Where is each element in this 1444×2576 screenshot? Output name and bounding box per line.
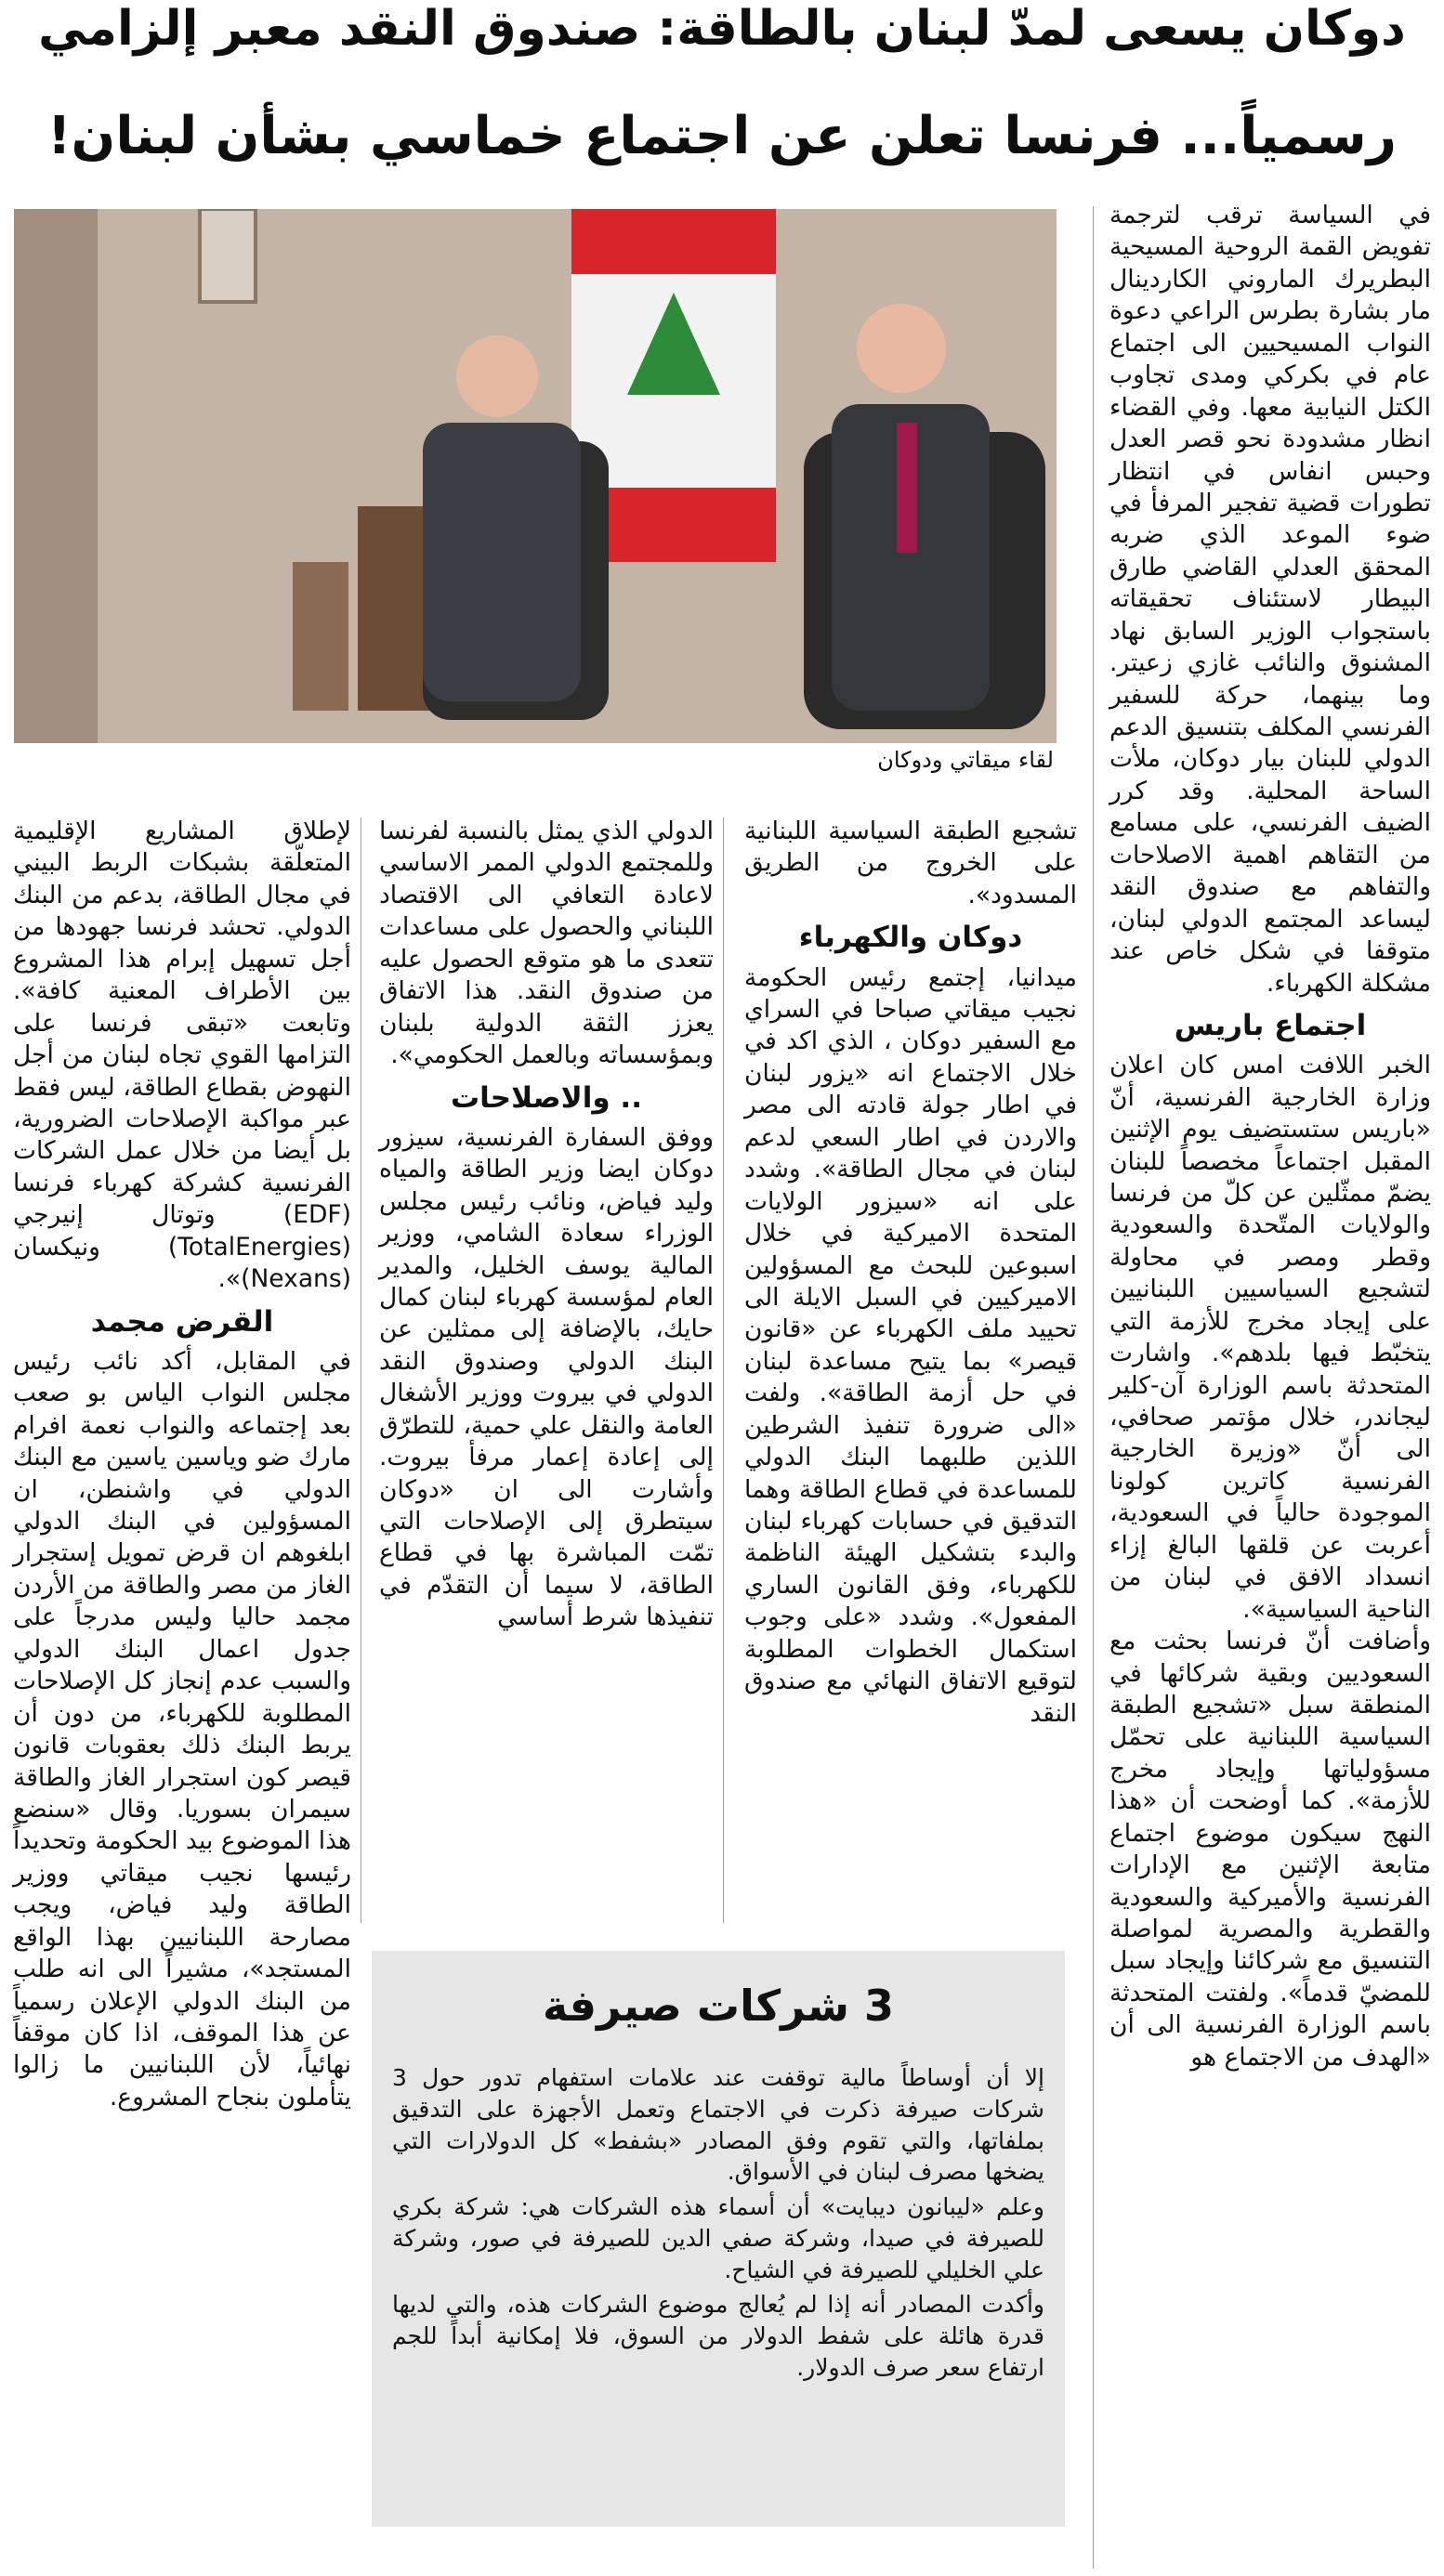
paragraph: وعلم «ليبانون ديبايت» أن أسماء هذه الشركات هي: شركة بكري للصيرفة في صيدا، وشركة صفي الدين للصيرفة في صور، وشركة علي الخليلي للصيرفة في الشياح. bbox=[392, 2193, 1044, 2283]
column-divider bbox=[1093, 206, 1094, 2569]
paragraph: تشجيع الطبقة السياسية اللبنانية على الخروج من الطريق المسدود». bbox=[744, 817, 1077, 909]
paragraph: في المقابل، أكد نائب رئيس مجلس النواب الياس بو صعب بعد إجتماعه والنواب نعمة افرام مارك ضو وياسين ياسين مع البنك الدولي في واشنطن، ان المسؤولين في البنك الدولي ابلغوهم ان قرض تمويل إستجرار الغاز من مصر والطاقة من الأردن مجمد حاليا وليس مدرجاً على جدول اعمال البنك الدولي والسبب عدم إنجاز كل الإصلاحات المطلوبة للكهرباء، من دون أن يربط البنك ذلك بعقوبات قانون قيصر كون استجرار الغاز والطاقة سيمران بسوريا. وقال «سنضع هذا الموضوع بيد الحكومة وتحديداً رئيسها نجيب ميقاتي ووزير الطاقة وليد فياض، ويجب مصارحة اللبنانيين بهذا الواقع المستجد»، مشيراً الى انه طلب من البنك الدولي الإعلان رسمياً عن هذا الموقف، اذا كان موقفاً نهائياً، لأن اللبنانيين ما زالوا يتأملون بنجاح المشروع. bbox=[13, 1346, 351, 2112]
flag-red-top bbox=[571, 209, 776, 274]
column-divider bbox=[723, 817, 724, 1923]
news-photo bbox=[14, 209, 1057, 743]
column-right bbox=[1109, 200, 1431, 2572]
wall-frame bbox=[200, 209, 256, 302]
paragraph: لإطلاق المشاريع الإقليمية المتعلّقة بشبكات الربط البيني في مجال الطاقة، بدعم من البنك الدولي. تحشد فرنسا جهودها من أجل تسهيل إبرام هذا المشروع بين الأطراف المعنية كافة». وتابعت «تبقى فرنسا على التزامها القوي تجاه لبنان من أجل النهوض بقطاع الطاقة، ليس فقط عبر مواكبة الإصلاحات الضرورية، بل أيضا من خلال عمل الشركات الفرنسية كشركة كهرباء فرنسا (EDF) وتوتال إنيرجي (TotalEnergies) ونيكسان (Nexans)». bbox=[13, 817, 351, 1294]
sidebar-body bbox=[392, 2062, 1044, 2387]
paragraph: ميدانيا، إجتمع رئيس الحكومة نجيب ميقاتي صباحا في السراي مع السفير دوكان ، الذي اكد في خلال الاجتماع انه «يزور لبنان في اطار جولة قادته الى مصر والاردن في اطار السعي لدعم لبنان في مجال الطاقة». وشدد على انه «سيزور الولايات المتحدة الاميركية في خلال اسبوعين للبحث مع المسؤولين الاميركيين في السبل الايلة الى تحييد ملف الكهرباء عن «قانون قيصر» بما يتيح مساعدة لبنان في حل أزمة الطاقة». ولفت «الى ضرورة تنفيذ الشرطين اللذين طلبهما البنك الدولي للمساعدة في قطاع الطاقة وهما التدقيق في حسابات كهرباء لبنان والبدء بتشكيل الهيئة الناظمة للكهرباء، وفق القانون الساري المفعول». وشدد «على وجوب استكمال الخطوات المطلوبة لتوقيع الاتفاق النهائي مع صندوق النقد bbox=[744, 962, 1077, 1728]
subheading-frozen-loan: القرض مجمد bbox=[90, 1304, 274, 1339]
paragraph: في السياسة ترقب لترجمة تفويض القمة الروحية المسيحية البطريرك الماروني الكاردينال مار بشارة بطرس الراعي دعوة النواب المسيحيين الى اجتماع عام في بكركي ومدى تجاوب الكتل النيابية معها. وفي القضاء انظار مشدودة نحو قصر العدل وحبس انفاس في انتظار تطورات قضية تفجير المرفأ في ضوء الموعد الذي ضربه المحقق العدلي القاضي طارق البيطار لاستئناف تحقيقاته باستجواب الوزير السابق نهاد المشنوق والنائب غازي زعيتر. وما بينهما، حركة للسفير الفرنسي المكلف بتنسيق الدعم الدولي للبنان بيار دوكان، ملأت الساحة المحلية. وقد كرر الضيف الفرنسي، على مسامع من التقاهم اهمية الاصلاحات والتفاهم مع صندوق النقد ليساعد المجتمع الدولي لبنان، متوقفا في شكل خاص عند مشكلة الكهرباء. bbox=[1109, 201, 1431, 998]
sidebar-title: 3 شركات صيرفة bbox=[542, 1981, 894, 2031]
paragraph: وأضافت أنّ فرنسا بحثت مع السعوديين وبقية شركائها في المنطقة سبل «تشجيع الطبقة السياسية اللبنانية على تحمّل مسؤولياتها وإيجاد مخرج للأزمة». كما أوضحت أن «هذا النهج سيكون موضوع اجتماع متابعة الإثنين مع الإدارات الفرنسية والأميركية والسعودية والقطرية والمصرية لمواصلة التنسيق مع شركائنا وإيجاد سبل للمضيّ قدماً». ولفتت المتحدثة باسم الوزارة الفرنسية الى أن «الهدف من الاجتماع هو bbox=[1109, 1627, 1431, 2072]
subheading-paris-meeting: اجتماع باريس bbox=[1174, 1008, 1367, 1042]
column-middle bbox=[379, 816, 714, 1921]
subheading-ducan-electricity: دوكان والكهرباء bbox=[798, 921, 1023, 955]
photo-left-wall bbox=[14, 209, 98, 743]
column-center bbox=[744, 816, 1077, 1921]
meeting-photo-illustration bbox=[14, 209, 1057, 743]
subheading-reforms: .. والاصلاحات bbox=[451, 1080, 642, 1115]
paragraph: الخبر اللافت امس كان اعلان وزارة الخارجية الفرنسية، أنّ «باريس ستستضيف يوم الإثنين المقبل اجتماعاً مخصصاً للبنان يضمّ ممثّلين عن كلّ من فرنسا والولايات المتّحدة والسعودية وقطر ومصر في محاولة لتشجيع السياسيين اللبنانيين على إيجاد مخرج للأزمة التي يتخبّط فيها بلدهم». واشارت المتحدثة باسم الوزارة آن-كلير ليجاندر، خلال مؤتمر صحافي، الى أنّ «وزيرة الخارجية الفرنسية كاترين كولونا الموجودة حالياً في السعودية، أعربت عن قلقها البالغ إزاء انسداد الافق في لبنان من الناحية السياسية». bbox=[1109, 1051, 1431, 1624]
paragraph: الدولي الذي يمثل بالنسبة لفرنسا وللمجتمع الدولي الممر الاساسي لاعادة التعافي الى الاقتصاد اللبناني والحصول على مساعدات تتعدى ما هو متوقع الحصول عليه من صندوق النقد. هذا الاتفاق يعزز الثقة الدولية بلبنان وبمؤسساته وبالعمل الحكومي». bbox=[379, 817, 714, 1070]
person-left-head bbox=[456, 335, 538, 417]
headline-line-2: رسمياً... فرنسا تعلن عن اجتماع خماسي بشأن لبنان! bbox=[47, 106, 1397, 166]
column-left bbox=[13, 816, 351, 2572]
paragraph: إلا أن أوساطاً مالية توقفت عند علامات استفهام تدور حول 3 شركات صيرفة ذكرت في الاجتماع وتعمل الأجهزة على التدقيق بملفاتها، والتي تقوم وفق المصادر «بشفط» كل الدولارات التي يضخها مصرف لبنان في الأسواق. bbox=[392, 2064, 1044, 2186]
person-left-body bbox=[423, 423, 581, 701]
paragraph: ووفق السفارة الفرنسية، سيزور دوكان ايضا وزير الطاقة والمياه وليد فياض، ونائب رئيس مجلس الوزراء سعادة الشامي، ووزير المالية يوسف الخليل، والمدير العام لمؤسسة كهرباء لبنان كمال حايك، بالإضافة إلى ممثلين عن البنك الدولي وصندوق النقد الدولي في بيروت ووزير الأشغال العامة والنقل علي حمية، للتطرّق إلى إعادة إعمار مرفأ بيروت. وأشارت الى ان «دوكان سيتطرق إلى الإصلاحات التي تمّت المباشرة بها في قطاع الطاقة، لا سيما أن التقدّم في تنفيذها شرط أساسي bbox=[379, 1122, 714, 1632]
sidebar-box-exchange-firms bbox=[372, 1951, 1065, 2527]
headline-line-1: دوكان يسعى لمدّ لبنان بالطاقة: صندوق النقد معبر إلزامي bbox=[38, 1, 1406, 57]
side-table bbox=[293, 562, 348, 711]
person-right-tie bbox=[897, 423, 917, 553]
person-right-head bbox=[857, 304, 946, 393]
paragraph: وأكدت المصادر أنه إذا لم يُعالج موضوع الشركات هذه، والتي لديها قدرة هائلة على شفط الدولار من السوق، فلا إمكانية أبداً للجم ارتفاع سعر صرف الدولار. bbox=[392, 2291, 1044, 2381]
photo-caption: لقاء ميقاتي ودوكان bbox=[877, 747, 1054, 773]
